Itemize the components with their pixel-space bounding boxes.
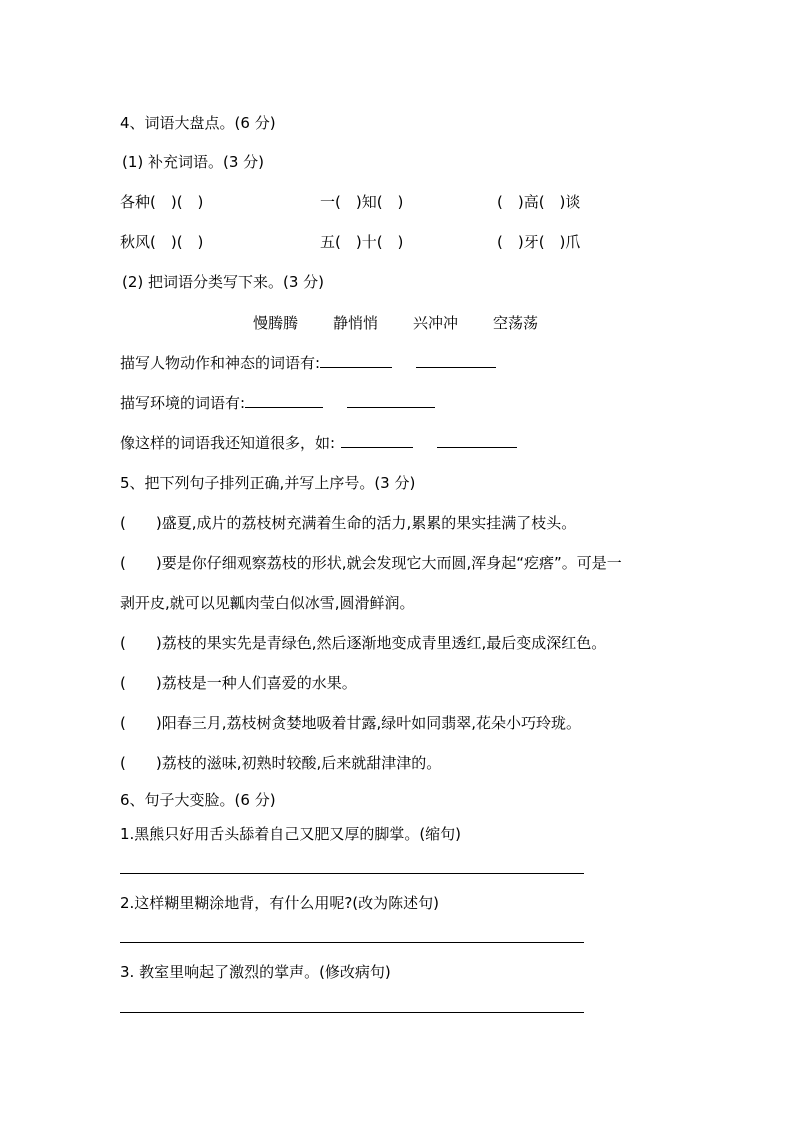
fill-item[interactable]: 五( )十( ) xyxy=(320,233,404,251)
fill-item[interactable]: ( )牙( )爪 xyxy=(497,233,581,251)
answer-blank[interactable] xyxy=(245,393,323,408)
prompt-text: 描写环境的词语有: xyxy=(120,394,246,412)
prompt-environment-words xyxy=(120,393,435,413)
sentence-text: 盛夏,成片的荔枝树充满着生命的活力,累累的果实挂满了枝头。 xyxy=(161,514,577,532)
q6-title: 6、句子大变脸。(6 分) xyxy=(120,791,276,809)
sentence-text: 阳春三月,荔枝树贪婪地吸着甘露,绿叶如同翡翠,花朵小巧玲珑。 xyxy=(161,714,582,732)
sentence-row xyxy=(120,553,622,573)
word-option: 兴冲冲 xyxy=(413,314,459,332)
sentence-continuation: 剥开皮,就可以见瓤肉莹白似冰雪,圆滑鲜润。 xyxy=(120,594,415,612)
q6-item: 3. 教室里响起了激烈的掌声。(修改病句) xyxy=(120,963,391,981)
q5-title: 5、把下列句子排列正确,并写上序号。(3 分) xyxy=(120,474,416,492)
prompt-more-words xyxy=(120,433,517,453)
sentence-text: 荔枝是一种人们喜爱的水果。 xyxy=(161,674,357,692)
answer-blank[interactable] xyxy=(437,433,517,448)
answer-blank[interactable] xyxy=(416,353,496,368)
sentence-text: 荔枝的滋味,初熟时较酸,后来就甜津津的。 xyxy=(161,754,442,772)
answer-line[interactable] xyxy=(120,942,584,943)
sentence-row xyxy=(120,673,357,693)
answer-blank[interactable] xyxy=(341,433,413,448)
word-option: 空荡荡 xyxy=(493,314,539,332)
order-bracket[interactable]: ( ) xyxy=(120,514,162,532)
sentence-text: 荔枝的果实先是青绿色,然后逐渐地变成青里透红,最后变成深红色。 xyxy=(161,634,607,652)
prompt-text: 描写人物动作和神态的词语有: xyxy=(120,354,321,372)
answer-blank[interactable] xyxy=(347,393,435,408)
fill-item[interactable]: 一( )知( ) xyxy=(320,193,404,211)
sentence-row xyxy=(120,713,581,733)
sentence-row xyxy=(120,633,606,653)
q6-item: 2.这样糊里糊涂地背，有什么用呢?(改为陈述句) xyxy=(120,894,439,912)
answer-blank[interactable] xyxy=(320,353,392,368)
order-bracket[interactable]: ( ) xyxy=(120,754,162,772)
fill-item[interactable]: 秋风( )( ) xyxy=(120,233,204,251)
sentence-text: 要是你仔细观察荔枝的形状,就会发现它大而圆,浑身起“疙瘩”。可是一 xyxy=(161,554,622,572)
word-option: 慢腾腾 xyxy=(253,314,299,332)
prompt-action-words xyxy=(120,353,496,373)
fill-item[interactable]: ( )高( )谈 xyxy=(497,193,581,211)
order-bracket[interactable]: ( ) xyxy=(120,674,162,692)
q6-item: 1.黑熊只好用舌头舔着自己又肥又厚的脚掌。(缩句) xyxy=(120,825,462,843)
q4-sub1: (1) 补充词语。(3 分) xyxy=(122,153,265,171)
prompt-text: 像这样的词语我还知道很多，如: xyxy=(120,434,336,452)
q4-title: 4、词语大盘点。(6 分) xyxy=(120,114,276,132)
sentence-row xyxy=(120,513,576,533)
q4-sub2: (2) 把词语分类写下来。(3 分) xyxy=(122,273,325,291)
word-option: 静悄悄 xyxy=(333,314,379,332)
sentence-row xyxy=(120,753,441,773)
order-bracket[interactable]: ( ) xyxy=(120,714,162,732)
order-bracket[interactable]: ( ) xyxy=(120,634,162,652)
answer-line[interactable] xyxy=(120,873,584,874)
fill-item[interactable]: 各种( )( ) xyxy=(120,193,204,211)
order-bracket[interactable]: ( ) xyxy=(120,554,162,572)
answer-line[interactable] xyxy=(120,1012,584,1013)
